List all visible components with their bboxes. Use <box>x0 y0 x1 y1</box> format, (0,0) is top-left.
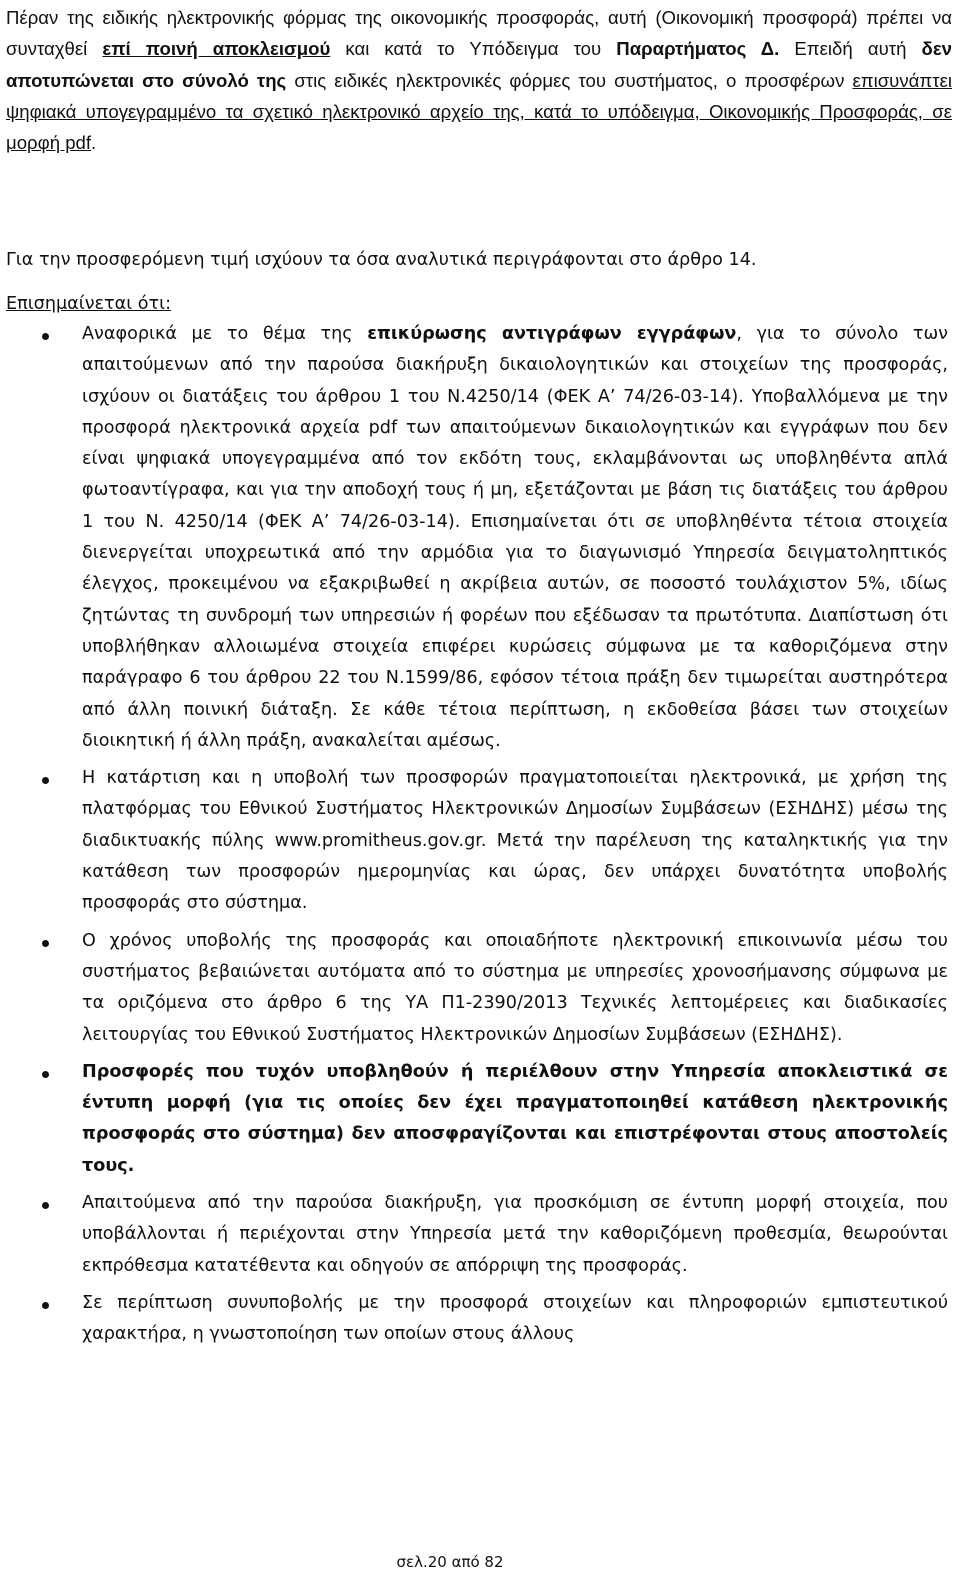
list-item-electronic-submission: Η κατάρτιση και η υποβολή των προσφορών πραγματοποιείται ηλεκτρονικά, με χρήση της πλατφόρμας του Εθνικού Συστήματος Ηλεκτρονικών Δημοσίων Συμβάσεων (ΕΣΗΔΗΣ) μέσω της διαδικτυακής πύλης www.promitheus.gov.gr. Μετά την παρέλευση της καταληκτικής για την κατάθεση των προσφορών ημερομηνίας και ώρας, δεν υπάρχει δυνατότητα υποβολής προσφοράς στο σύστημα. <box>0 763 948 919</box>
list-item-timestamp: Ο χρόνος υποβολής της προσφοράς και οποιαδήποτε ηλεκτρονική επικοινωνία μέσω του συστήματος βεβαιώνεται αυτόματα από το σύστημα με υπηρεσίες χρονοσήμανσης σύμφωνα με τα οριζόμενα στο άρθρο 6 της ΥΑ Π1-2390/2013 Τεχνικές λεπτομέρειες και διαδικασίες λειτουργίας του Εθνικού Συστήματος Ηλεκτρονικών Δημοσίων Συμβάσεων (ΕΣΗΔΗΣ). <box>0 926 948 1051</box>
paragraph-financial-offer <box>6 2 952 158</box>
notes-list <box>0 319 960 1357</box>
text-segment: Επειδή αυτή <box>779 38 922 60</box>
text-emphasis-annex: Παραρτήματος Δ. <box>616 38 780 60</box>
text-emphasis-not-recorded: δεν αποτυπώνεται στο σύνολό της <box>6 38 952 91</box>
list-item-paper-offers <box>0 1057 948 1182</box>
page-number: σελ.20 από 82 <box>396 1553 504 1571</box>
text-emphasis-exclusion: επί ποινή αποκλεισμού <box>102 38 331 60</box>
list-item-certification <box>0 319 948 757</box>
text-segment: στις ειδικές ηλεκτρονικές φόρμες του συστήματος, ο προσφέρων <box>286 69 853 91</box>
paragraph-note-heading <box>6 289 952 320</box>
note-heading-text: Επισημαίνεται ότι: <box>6 294 172 314</box>
list-item-late-documents: Απαιτούμενα από την παρούσα διακήρυξη, για προσκόμιση σε έντυπη μορφή στοιχεία, που υποβάλλονται ή περιέχονται στην Υπηρεσία μετά την καθοριζόμενη προθεσμία, θεωρούνται εκπρόθεσμα κατατέθεντα και οδηγούν σε απόρριψη της προσφοράς. <box>0 1188 948 1282</box>
text-emphasis-paper-offers: Προσφορές που τυχόν υποβληθούν ή περιέλθουν στην Υπηρεσία αποκλειστικά σε έντυπη μορφή (για τις οποίες δεν έχει πραγματοποιηθεί κατάθεση ηλεκτρονικής προσφοράς στο σύστημα) δεν αποσφραγίζονται και επιστρέφονται στους αποστολείς τους. <box>82 1061 948 1176</box>
list-item-confidential: Σε περίπτωση συνυποβολής με την προσφορά στοιχείων και πληροφοριών εμπιστευτικού χαρακτήρα, η γνωστοποίηση των οποίων στους άλλους <box>0 1288 948 1351</box>
text-segment: . <box>91 132 97 154</box>
text-segment: και κατά το Υπόδειγμα του <box>330 38 617 60</box>
text-segment: Αναφορικά με το θέμα της <box>82 324 368 344</box>
text-segment: , για το σύνολο των απαιτούμενων από την παρούσα διακήρυξη δικαιολογητικών και στοιχείων της προσφοράς, ισχύουν οι διατάξεις του άρθρου 1 του Ν.4250/14 (ΦΕΚ Α’ 74/26-03-14). Υποβαλλόμενα με την προσφορά ηλεκτρονικά αρχεία pdf των απαιτούμενων δικαιολογητικών και εγγράφων που δεν είναι ψηφιακά υπογεγραμμένα από τον εκδότη τους, εκλαμβάνονται ως υποβληθέντα απλά φωτοαντίγραφα, και για την αποδοχή τους ή μη, εξετάζονται με βάση τις διατάξεις του άρθρου 1 του Ν. 4250/14 (ΦΕΚ Α’ 74/26-03-14). Επισημαίνεται ότι σε υποβληθέντα τέτοια στοιχεία διενεργείται υποχρεωτικά από την αρμόδια για το διαγωνισμό Υπηρεσία δειγματοληπτικός έλεγχος, προκειμένου να εξακριβωθεί η ακρίβεια αυτών, σε ποσοστό τουλάχιστον 5%, ιδίως ζητώντας τη συνδρομή των υπηρεσιών ή φορέων που εξέδωσαν τα πρωτότυπα. Διαπίστωση ότι υποβλήθηκαν αλλοιωμένα στοιχεία επιφέρει κυρώσεις σύμφωνα με τα καθοριζόμενα στην παράγραφο 6 του άρθρου 22 του Ν.1599/86, εφόσον τέτοια πράξη δεν τιμωρείται αυστηρότερα από άλλη ποινική διάταξη. Σε κάθε τέτοια περίπτωση, η εκδοθείσα βάσει των στοιχείων διοικητική ή άλλη πράξη, ανακαλείται αμέσως. <box>82 324 949 751</box>
paragraph-price-note: Για την προσφερόμενη τιμή ισχύουν τα όσα αναλυτικά περιγράφονται στο άρθρο 14. <box>6 250 757 270</box>
text-emphasis-certification: επικύρωσης αντιγράφων εγγράφων <box>367 324 737 344</box>
text-segment: Πέραν της ειδικής ηλεκτρονικής φόρμας της οικονομικής προσφοράς, αυτή (Οικονομική προσφορά) πρέπει να συνταχθεί <box>6 7 952 60</box>
text-emphasis-attach-pdf: επισυνάπτει ψηφιακά υπογεγραμμένο τα σχετικό ηλεκτρονικό αρχείο της, κατά το υπόδειγμα, Οικονομικής Προσφοράς, σε μορφή pdf <box>6 69 952 154</box>
